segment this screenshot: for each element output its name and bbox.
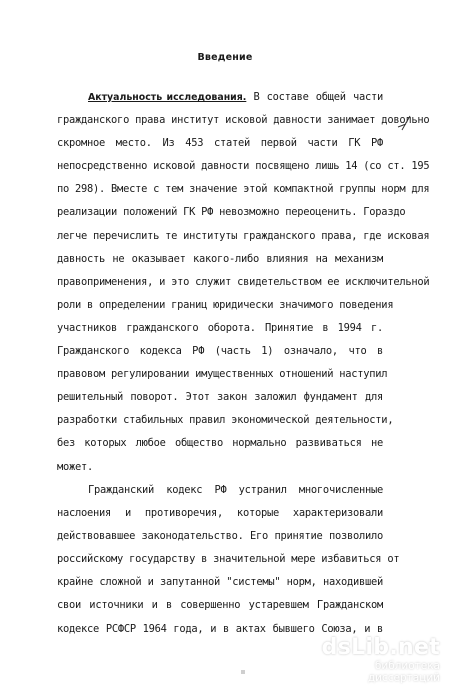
page-title: Введение (197, 52, 253, 63)
watermark-subtitle: библиотека диссертаций (367, 660, 440, 684)
text-line: реализации положений ГК РФ невозможно переоценить. Гораздо (57, 206, 406, 219)
text-line: гражданского права институт исковой давности занимает довольно (57, 114, 430, 127)
paragraph-first-line (57, 86, 383, 109)
text-line: Гражданского кодекса РФ (часть 1) означало, что в (57, 345, 383, 358)
paragraph-relevance (57, 86, 430, 479)
text-line: правовом регулировании имущественных отношений наступил (57, 368, 388, 381)
handwritten-margin-mark (396, 113, 416, 135)
text-line: наслоения и противоречия, которые характеризовали (57, 507, 383, 520)
text-line: скромное место. Из 453 статей первой части ГК РФ (57, 137, 383, 150)
text-line: без которых любое общество нормально развиваться не (57, 437, 383, 450)
text-line: действовавшее законодательство. Его принятие позволило (57, 530, 383, 543)
text-line: участников гражданского оборота. Принятие в 1994 г. (57, 321, 383, 334)
text-line: непосредственно исковой давности посвящено лишь 14 (со ст. 195 (57, 160, 430, 173)
first-line-rest: В составе общей части (253, 91, 383, 103)
dslib-watermark (314, 636, 440, 684)
paragraph-civil-code (57, 479, 400, 641)
text-line: давность не оказывает какого-либо влияния на механизм (57, 252, 383, 265)
text-line: правоприменения, и это служит свидетельством ее исключительной (57, 275, 430, 288)
scan-artifact (241, 670, 245, 674)
text-line: решительный поворот. Этот закон заложил фундамент для (57, 391, 383, 404)
watermark-logo (314, 636, 440, 660)
text-line: российскому государству в значительной мере избавиться от (57, 553, 400, 566)
text-line: свои источники и в совершенно устаревшем Гражданском (57, 599, 383, 612)
text-line: разработки стабильных правил экономической деятельности, (57, 414, 394, 427)
text-line: роли в определении границ юридически значимого поведения (57, 298, 394, 311)
watermark-logo-tld: .net (389, 635, 440, 660)
text-line: кодексе РСФСР 1964 года, и в актах бывшего Союза, и в (57, 622, 383, 635)
text-line: легче перечислить те институты гражданского права, где исковая (57, 229, 430, 242)
text-line: крайне сложной и запутанной "системы" норм, находившей (57, 576, 383, 589)
relevance-lead: Актуальность исследования. (88, 92, 247, 103)
text-line: по 298). Вместе с тем значение этой компактной группы норм для (57, 183, 430, 196)
text-line: Гражданский кодекс РФ устранил многочисленные (88, 484, 383, 496)
watermark-logo-main: dsLib (321, 635, 390, 660)
text-line: может. (57, 460, 94, 473)
